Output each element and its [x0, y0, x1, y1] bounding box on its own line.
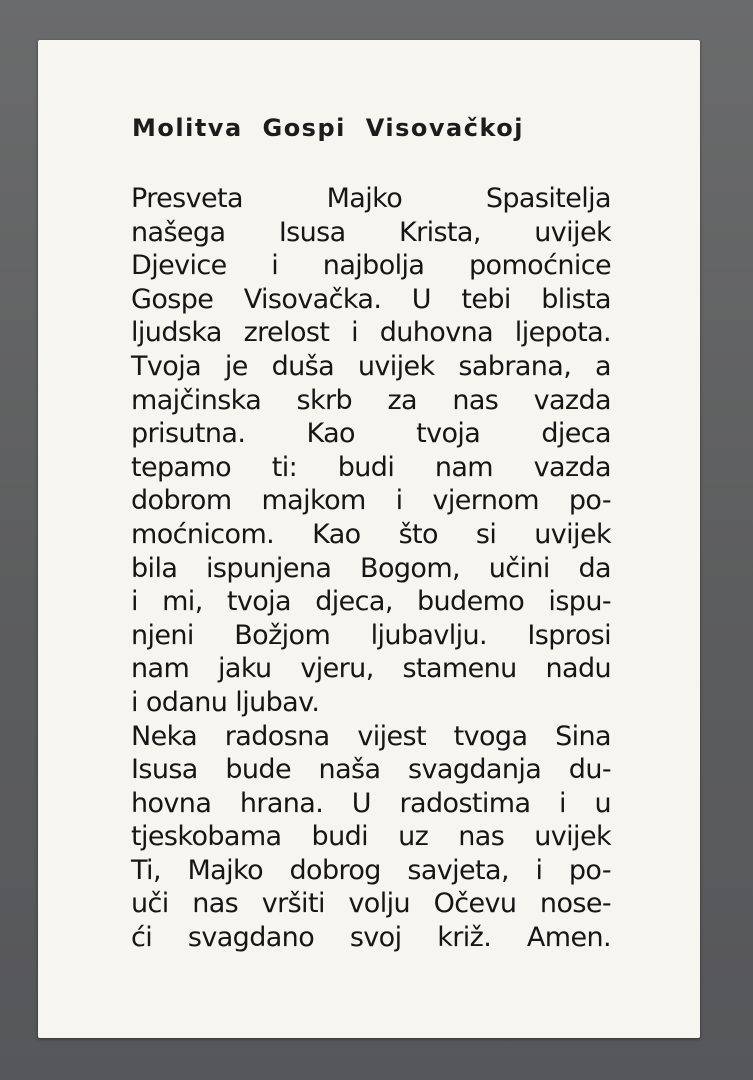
prayer-text [131, 182, 611, 955]
prayer-line: Gospe Visovačka. U tebi blista [131, 283, 611, 315]
prayer-line: tjeskobama budi uz nas uvijek [131, 821, 611, 853]
prayer-line: i odanu ljubav. [131, 686, 320, 718]
prayer-line: nam jaku vjeru, stamenu nadu [131, 653, 611, 685]
prayer-line: uči nas vršiti volju Očevu nose- [131, 888, 611, 920]
prayer-title: Molitva Gospi Visovačkoj [132, 114, 524, 142]
prayer-line: ći svagdano svoj križ. Amen. [131, 922, 611, 954]
prayer-line: hovna hrana. U radostima i u [131, 787, 611, 819]
prayer-line: njeni Božjom ljubavlju. Isprosi [131, 619, 611, 651]
prayer-line: bila ispunjena Bogom, učini da [131, 552, 611, 584]
prayer-card [38, 40, 700, 1038]
prayer-line: tepamo ti: budi nam vazda [131, 451, 611, 483]
prayer-line: prisutna. Kao tvoja djeca [131, 418, 611, 450]
prayer-line: Neka radosna vijest tvoga Sina [131, 720, 611, 752]
prayer-line: dobrom majkom i vjernom po- [131, 485, 611, 517]
prayer-line: i mi, tvoja djeca, budemo ispu- [131, 586, 611, 618]
prayer-line: našega Isusa Krista, uvijek [131, 216, 611, 248]
prayer-line: moćnicom. Kao što si uvijek [131, 518, 611, 550]
prayer-line: Tvoja je duša uvijek sabrana, a [131, 350, 611, 382]
prayer-line: Djevice i najbolja pomoćnice [131, 250, 611, 282]
prayer-line: ljudska zrelost i duhovna ljepota. [131, 317, 611, 349]
prayer-line: majčinska skrb za nas vazda [131, 384, 611, 416]
prayer-line: Isusa bude naša svagdanja du- [131, 754, 611, 786]
prayer-line: Presveta Majko Spasitelja [131, 183, 611, 214]
prayer-line: Ti, Majko dobrog savjeta, i po- [131, 854, 611, 886]
